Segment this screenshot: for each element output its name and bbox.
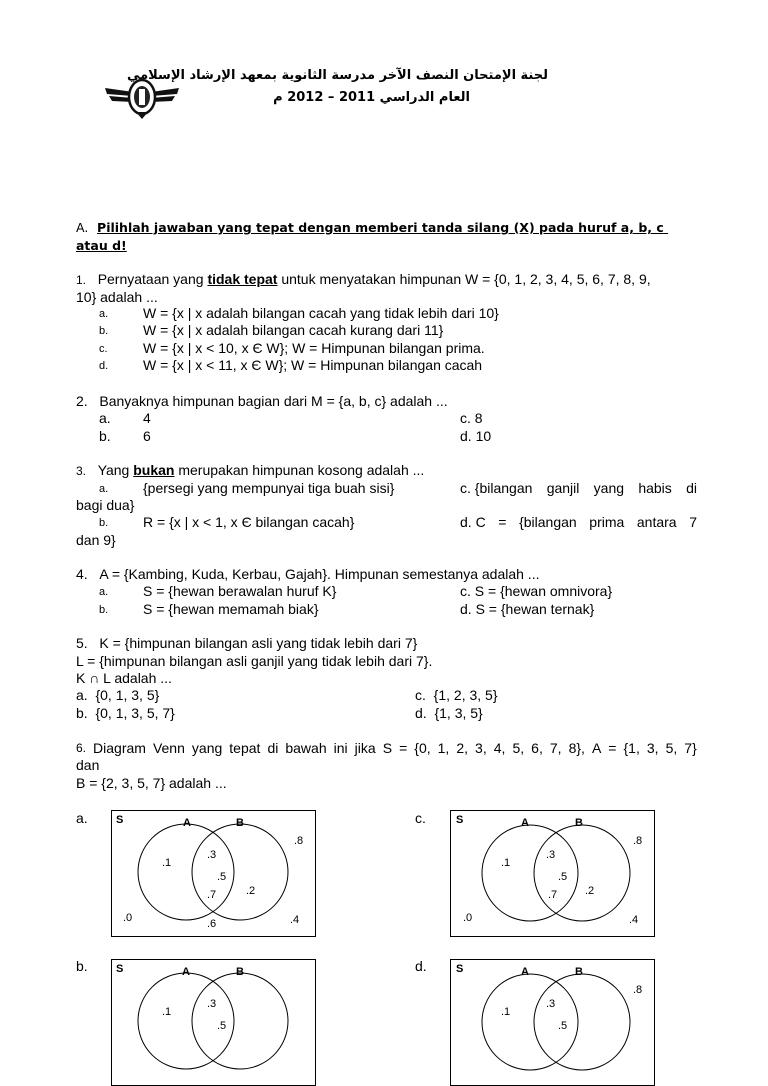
q4-option-b: S = {hewan memamah biak} (143, 601, 319, 617)
set-a-label: A (183, 817, 191, 829)
set-a-label: A (521, 817, 529, 829)
question-5: 5. K = {himpunan bilangan asli yang tidak lebih dari 7} (76, 635, 418, 651)
q1-option-b-letter[interactable]: b. (99, 325, 109, 337)
q3-option-b: R = {x | x < 1, x Є bilangan cacah} (143, 514, 355, 530)
q4-option-a-letter[interactable]: a. (99, 586, 109, 598)
institution-name: لجنة الإمتحان النصف الآخر مدرسة الثانوية بمعهد الإرشاد الإسلامي (126, 68, 548, 83)
element-8: .8 (633, 984, 643, 996)
element-2: .2 (585, 885, 595, 897)
element-7: .7 (548, 889, 558, 901)
set-b-label: B (575, 966, 583, 978)
q2-option-a-letter[interactable]: a. (99, 410, 111, 426)
q1-option-c: W = {x | x < 10, x Є W}; W = Himpunan bilangan prima. (143, 340, 485, 356)
academic-year: العام الدراسي 2011 – 2012 م (273, 90, 470, 105)
element-3: .3 (207, 998, 217, 1010)
element-0: .0 (463, 912, 473, 924)
venn-diagram-c (450, 810, 655, 937)
element-4: .4 (629, 914, 639, 926)
element-1: .1 (162, 857, 172, 869)
set-b-label: B (236, 966, 244, 978)
element-6: .6 (207, 918, 217, 930)
element-5: .5 (558, 871, 568, 883)
q3-option-c[interactable]: c. {bilangan ganjil yang habis di (460, 480, 697, 496)
q3-option-d-cont: dan 9} (76, 532, 116, 548)
element-1: .1 (162, 1006, 172, 1018)
element-1: .1 (501, 1006, 511, 1018)
element-5: .5 (217, 871, 227, 883)
universal-set-label: S (456, 963, 464, 975)
question-4: 4. A = {Kambing, Kuda, Kerbau, Gajah}. Himpunan semestanya adalah ... (76, 566, 540, 582)
q5-option-b[interactable]: b. {0, 1, 3, 5, 7} (76, 705, 175, 721)
q1-option-c-letter[interactable]: c. (99, 343, 108, 355)
q3-emphasis: bukan (133, 462, 175, 478)
question-2: 2. Banyaknya himpunan bagian dari M = {a, b, c} adalah ... (76, 393, 448, 409)
q3-option-a-letter[interactable]: a. (99, 483, 109, 495)
q3-option-d[interactable]: d. C = {bilangan prima antara 7 (460, 514, 697, 530)
instruction-line-1: Pilihlah jawaban yang tepat dengan memberi tanda silang (X) pada huruf a, b, c (97, 220, 664, 235)
set-b-label: B (236, 817, 244, 829)
q4-option-c[interactable]: c. S = {hewan omnivora} (460, 583, 613, 599)
question-6-sets: B = {2, 3, 5, 7} adalah ... (76, 775, 227, 791)
q5-option-c[interactable]: c. {1, 2, 3, 5} (415, 687, 498, 703)
element-5: .5 (217, 1020, 227, 1032)
question-5-set-l: L = {himpunan bilangan asli ganjil yang tidak lebih dari 7}. (76, 653, 433, 669)
q6-option-c[interactable]: c. (415, 810, 426, 826)
question-1: 1. Pernyataan yang tidak tepat untuk menyatakan himpunan W = {0, 1, 2, 3, 4, 5, 6, 7, 8, 9, (76, 271, 651, 287)
q1-option-b: W = {x | x adalah bilangan cacah kurang dari 11} (143, 322, 444, 338)
q2-option-b-letter[interactable]: b. (99, 428, 111, 444)
q1-option-d-letter[interactable]: d. (99, 360, 109, 372)
q1-option-a: W = {x | x adalah bilangan cacah yang tidak lebih dari 10} (143, 305, 499, 321)
element-3: .3 (546, 849, 556, 861)
element-1: .1 (501, 857, 511, 869)
universal-set-label: S (116, 814, 124, 826)
element-4: .4 (290, 914, 300, 926)
venn-diagram-b (111, 959, 316, 1086)
question-6: 6. Diagram Venn yang tepat di bawah ini jika S = {0, 1, 2, 3, 4, 5, 6, 7, 8}, A = {1, 3, 5, 7} (76, 740, 697, 756)
element-0: .0 (123, 912, 133, 924)
q6-option-b[interactable]: b. (76, 958, 88, 974)
q2-option-b: 6 (143, 428, 151, 444)
q2-option-a: 4 (143, 410, 151, 426)
question-6-cont: dan (76, 757, 100, 773)
question-3: 3. Yang bukan merupakan himpunan kosong adalah ... (76, 462, 425, 478)
element-5: .5 (558, 1020, 568, 1032)
q2-option-c[interactable]: c. 8 (460, 410, 483, 426)
venn-diagram-d (450, 959, 655, 1086)
element-2: .2 (246, 885, 256, 897)
q3-option-b-letter[interactable]: b. (99, 517, 109, 529)
q6-option-a[interactable]: a. (76, 810, 88, 826)
q3-option-a-c-cont: bagi dua} (76, 497, 135, 513)
element-3: .3 (207, 849, 217, 861)
q4-option-d[interactable]: d. S = {hewan ternak} (460, 601, 595, 617)
universal-set-label: S (116, 963, 124, 975)
q1-emphasis: tidak tepat (207, 271, 278, 287)
set-a-label: A (182, 966, 190, 978)
q2-option-d[interactable]: d. 10 (460, 428, 492, 444)
set-a-label: A (521, 966, 529, 978)
instruction-line-2: atau d! (76, 238, 127, 253)
set-b-label: B (575, 817, 583, 829)
q5-option-d[interactable]: d. {1, 3, 5} (415, 705, 483, 721)
q5-option-a[interactable]: a. {0, 1, 3, 5} (76, 687, 160, 703)
universal-set-label: S (456, 814, 464, 826)
element-8: .8 (294, 835, 304, 847)
section-instruction (76, 219, 668, 237)
q4-option-a: S = {hewan berawalan huruf K} (143, 583, 337, 599)
q1-option-d: W = {x | x < 11, x Є W}; W = Himpunan bilangan cacah (143, 357, 483, 373)
q4-option-b-letter[interactable]: b. (99, 604, 109, 616)
question-1-cont: 10} adalah ... (76, 289, 158, 305)
q1-option-a-letter[interactable]: a. (99, 308, 109, 320)
element-7: .7 (207, 889, 217, 901)
element-8: .8 (633, 835, 643, 847)
question-5-prompt: K ∩ L adalah ... (76, 670, 172, 686)
section-letter: A. (76, 220, 89, 235)
q3-option-a: {persegi yang mempunyai tiga buah sisi} (143, 480, 395, 496)
element-3: .3 (546, 998, 556, 1010)
q6-option-d[interactable]: d. (415, 958, 427, 974)
venn-diagram-a (111, 810, 316, 937)
